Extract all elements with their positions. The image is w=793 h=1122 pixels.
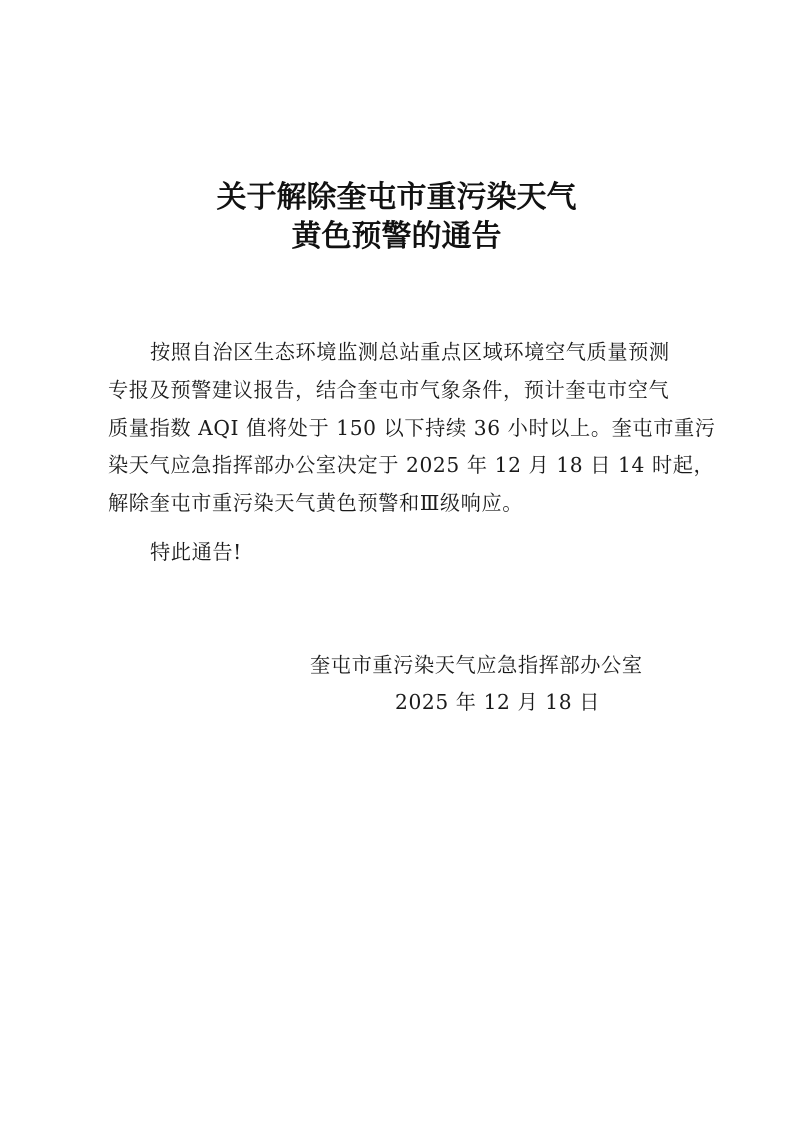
body-line: 质量指数 AQI 值将处于 150 以下持续 36 小时以上。奎屯市重污 — [108, 415, 716, 440]
notice-body-paragraph — [108, 334, 728, 523]
body-line: 专报及预警建议报告，结合奎屯市气象条件，预计奎屯市空气 — [108, 377, 670, 402]
body-line: 染天气应急指挥部办公室决定于 2025 年 12 月 18 日 14 时起， — [108, 453, 715, 478]
document-title-line-2: 黄色预警的通告 — [291, 219, 502, 254]
signature-organization: 奎屯市重污染天气应急指挥部办公室 — [310, 653, 643, 677]
body-line: 按照自治区生态环境监测总站重点区域环境空气质量预测 — [150, 340, 670, 364]
closing-paragraph — [108, 534, 728, 572]
closing-text: 特此通告! — [150, 540, 242, 564]
signature-date: 2025 年 12 月 18 日 — [395, 690, 600, 714]
body-line: 解除奎屯市重污染天气黄色预警和Ⅲ级响应。 — [108, 491, 524, 516]
document-title-line-1: 关于解除奎屯市重污染天气 — [216, 180, 577, 215]
